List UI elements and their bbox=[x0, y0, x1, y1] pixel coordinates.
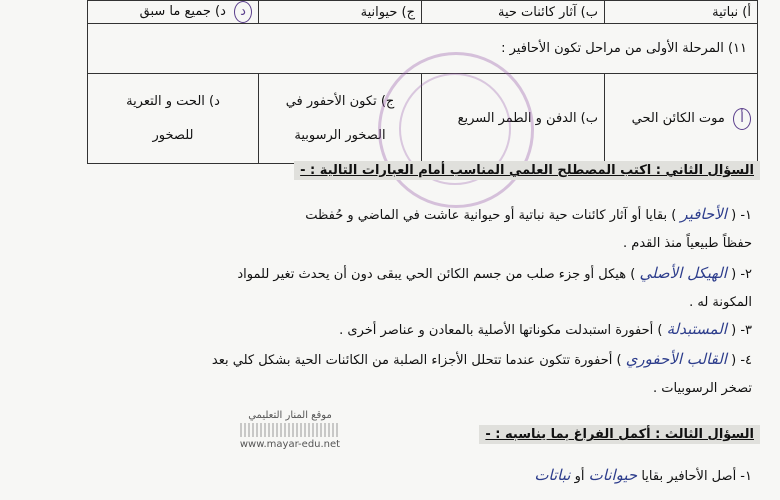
handwritten-answer: القالب الأحفوري bbox=[625, 350, 727, 368]
definition-2: ٢- ( الهيكل الأصلي ) هيكل أو جزء صلب من جسم الكائن الحي يبقى دون أن يحدث تغير للمواد bbox=[237, 264, 752, 282]
handwritten-answer: حيوانات bbox=[588, 466, 638, 484]
section-3-title: السؤال الثالث : أكمل الفراغ بما يناسبه : - bbox=[479, 425, 760, 444]
handwritten-answer: الهيكل الأصلي bbox=[639, 264, 727, 282]
options-row-top bbox=[88, 1, 758, 24]
option-c: ج) تكون الأحفور في الصخور الرسوبية bbox=[259, 74, 422, 164]
definition-3: ٣- ( المستبدلة ) أحفورة استبدلت مكوناتها الأصلية بالمعادن و عناصر أخرى . bbox=[339, 320, 752, 338]
school-stamp bbox=[378, 52, 534, 208]
definition-4-cont: تصخر الرسوبيات . bbox=[653, 381, 752, 396]
option-a: أ) نباتية bbox=[605, 1, 758, 24]
option-a: أ موت الكائن الحي bbox=[605, 74, 758, 164]
option-d: د) الحت و التعرية للصخور bbox=[88, 74, 259, 164]
fill-blank-1: ١- أصل الأحافير بقايا حيوانات أو نباتات bbox=[534, 466, 752, 484]
answer-circle: أ bbox=[733, 108, 751, 130]
section-2-title: السؤال الثاني : اكتب المصطلح العلمي المناسب أمام العبارات التالية : - bbox=[294, 161, 760, 180]
definition-2-cont: المكونة له . bbox=[689, 295, 752, 310]
question-11-text: ١١) المرحلة الأولى من مراحل تكون الأحافير : bbox=[88, 24, 758, 74]
site-logo: موقع المنار التعليمي www.mayar-edu.net bbox=[239, 410, 341, 450]
definition-1-cont: حفظاً طبيعياً منذ القدم . bbox=[623, 236, 752, 251]
option-c: ج) حيوانية bbox=[259, 1, 422, 24]
option-d: د د) جميع ما سبق bbox=[88, 1, 259, 24]
logo-graphic bbox=[240, 423, 340, 437]
handwritten-answer: المستبدلة bbox=[666, 320, 727, 338]
handwritten-answer: نباتات bbox=[534, 466, 571, 484]
answer-circle: د bbox=[234, 1, 252, 23]
option-b: ب) الدفن و الطمر السريع bbox=[422, 74, 605, 164]
definition-1: ١- ( الأحافير ) بقايا أو آثار كائنات حية نباتية أو حيوانية عاشت في الماضي و حُفظت bbox=[305, 205, 752, 223]
definition-4: ٤- ( القالب الأحفوري ) أحفورة تتكون عندما تتحلل الأجزاء الصلبة من الكائنات الحية بشكل كلي بعد bbox=[211, 350, 752, 368]
option-b: ب) آثار كائنات حية bbox=[422, 1, 605, 24]
handwritten-answer: الأحافير bbox=[680, 205, 727, 223]
